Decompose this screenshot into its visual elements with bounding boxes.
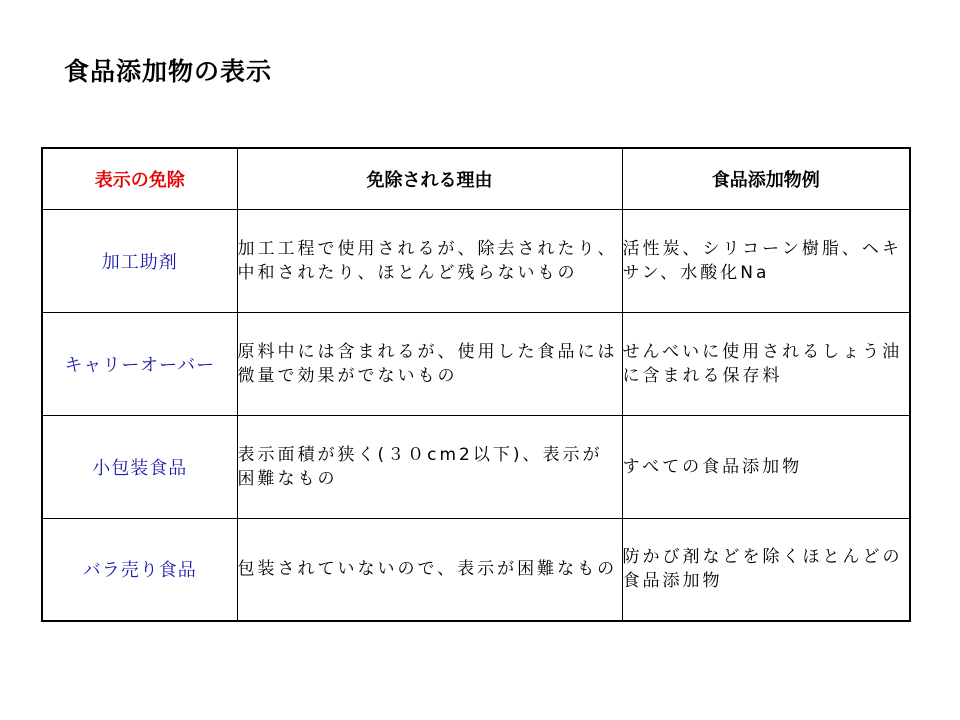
reason-cell: 包装されていないので、表示が困難なもの	[237, 518, 622, 621]
reason-cell: 表示面積が狭く(３０cm2以下)、表示が困難なもの	[237, 415, 622, 518]
example-cell: すべての食品添加物	[622, 415, 910, 518]
example-cell: 防かび剤などを除くほとんどの食品添加物	[622, 518, 910, 621]
reason-cell: 原料中には含まれるが、使用した食品には微量で効果がでないもの	[237, 312, 622, 415]
page-title: 食品添加物の表示	[64, 57, 273, 86]
example-cell: 活性炭、シリコーン樹脂、ヘキサン、水酸化Na	[622, 209, 910, 312]
header-reason: 免除される理由	[237, 148, 622, 209]
header-example: 食品添加物例	[622, 148, 910, 209]
table-header-row	[42, 148, 910, 209]
table-row	[42, 312, 910, 415]
table-row	[42, 518, 910, 621]
header-exemption: 表示の免除	[42, 148, 237, 209]
additive-labeling-table	[41, 147, 911, 622]
reason-cell: 加工工程で使用されるが、除去されたり、中和されたり、ほとんど残らないもの	[237, 209, 622, 312]
table-row	[42, 209, 910, 312]
category-cell: バラ売り食品	[42, 518, 237, 621]
category-cell: キャリーオーバー	[42, 312, 237, 415]
example-cell: せんべいに使用されるしょう油に含まれる保存料	[622, 312, 910, 415]
category-cell: 小包装食品	[42, 415, 237, 518]
table-row	[42, 415, 910, 518]
category-cell: 加工助剤	[42, 209, 237, 312]
